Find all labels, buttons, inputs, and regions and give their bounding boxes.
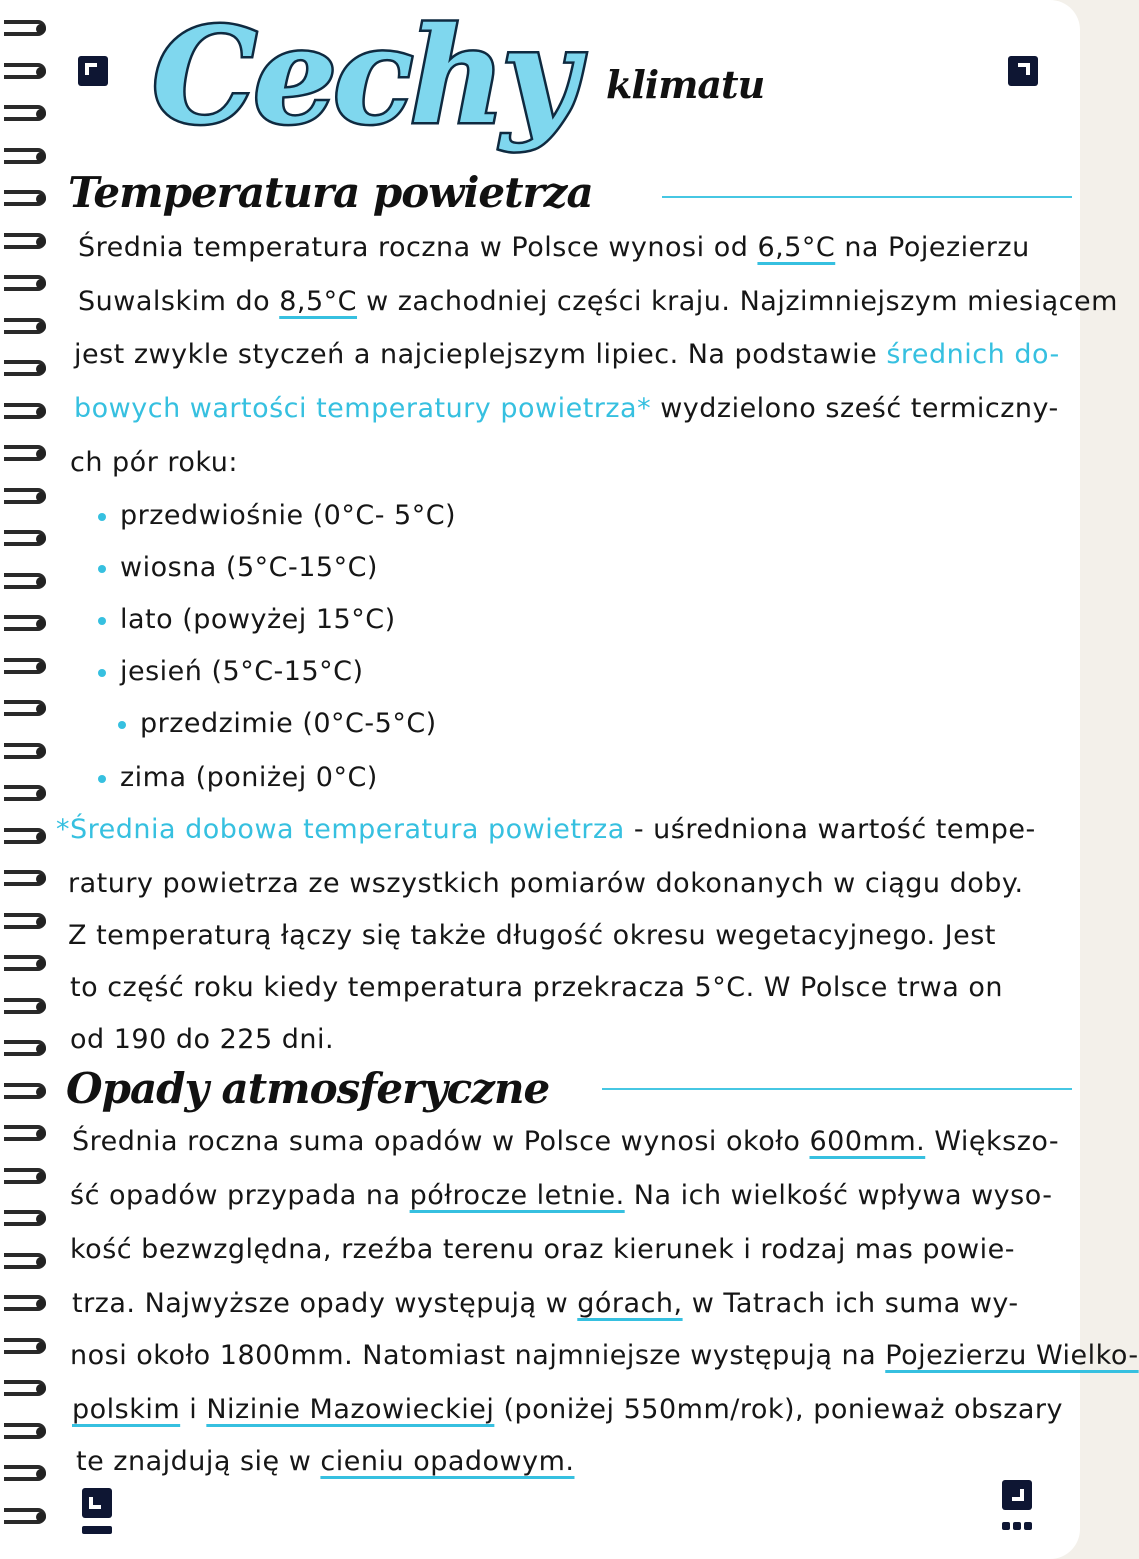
binding-hole-icon — [36, 237, 46, 247]
binding-hole-icon — [36, 577, 46, 587]
list-item: przedwiośnie (0°C- 5°C) — [98, 500, 456, 531]
binding-hole-icon — [36, 1002, 46, 1012]
list-item: zima (poniżej 0°C) — [98, 762, 378, 793]
binding-hole-icon — [36, 747, 46, 757]
page-title: Cechy — [152, 0, 575, 154]
binding-hole-icon — [36, 1469, 46, 1479]
binding-hole-icon — [36, 449, 46, 459]
paragraph-line: Z temperaturą łączy się także długość okresu wegetacyjnego. Jest — [68, 920, 996, 951]
spiral-binding-icon — [0, 10, 52, 1550]
paragraph-line: ratury powietrza ze wszystkich pomiarów dokonanych w ciągu doby. — [68, 868, 1024, 899]
binding-hole-icon — [36, 279, 46, 289]
dash-mark — [1013, 1522, 1021, 1530]
heading-rule — [602, 1088, 1072, 1090]
binding-hole-icon — [36, 194, 46, 204]
section-heading-temperature: Temperatura powietrza — [68, 168, 593, 217]
binding-hole-icon — [36, 109, 46, 119]
binding-hole-icon — [36, 1512, 46, 1522]
paragraph-line: ch pór roku: — [70, 447, 238, 478]
binding-hole-icon — [36, 1342, 46, 1352]
binding-hole-icon — [36, 1299, 46, 1309]
paragraph-line: kość bezwzględna, rzeźba terenu oraz kierunek i rodzaj mas powie- — [70, 1234, 1015, 1265]
paragraph-line: nosi około 1800mm. Natomiast najmniejsze występują na Pojezierzu Wielko- — [70, 1340, 1139, 1371]
binding-hole-icon — [36, 704, 46, 714]
binding-hole-icon — [36, 67, 46, 77]
paragraph-line: polskim i Nizinie Mazowieckiej (poniżej 550mm/rok), ponieważ obszary — [72, 1394, 1063, 1425]
binding-hole-icon — [36, 322, 46, 332]
binding-hole-icon — [36, 619, 46, 629]
paragraph-line: bowych wartości temperatury powietrza* wydzielono sześć termiczny- — [74, 393, 1059, 424]
corner-bracket-bottom-right-icon — [1002, 1480, 1032, 1510]
paragraph-line: to część roku kiedy temperatura przekracza 5°C. W Polsce trwa on — [70, 972, 1004, 1003]
binding-hole-icon — [36, 1044, 46, 1054]
binding-hole-icon — [36, 917, 46, 927]
binding-hole-icon — [36, 152, 46, 162]
page-subtitle: klimatu — [606, 62, 765, 107]
binding-hole-icon — [36, 789, 46, 799]
corner-bracket-top-right-icon — [1008, 56, 1038, 86]
binding-hole-icon — [36, 1129, 46, 1139]
binding-hole-icon — [36, 1214, 46, 1224]
paragraph-line: Średnia temperatura roczna w Polsce wynosi od 6,5°C na Pojezierzu — [78, 232, 1030, 263]
binding-hole-icon — [36, 407, 46, 417]
corner-bracket-bottom-left-icon — [82, 1488, 112, 1518]
binding-hole-icon — [36, 1427, 46, 1437]
list-item: lato (powyżej 15°C) — [98, 604, 396, 635]
binding-hole-icon — [36, 24, 46, 34]
list-item: jesień (5°C-15°C) — [98, 656, 364, 687]
list-item: przedzimie (0°C-5°C) — [118, 708, 437, 739]
binding-hole-icon — [36, 832, 46, 842]
binding-hole-icon — [36, 534, 46, 544]
binding-hole-icon — [36, 662, 46, 672]
corner-bracket-top-left-icon — [78, 56, 108, 86]
binding-hole-icon — [36, 1087, 46, 1097]
dash-mark — [1002, 1522, 1010, 1530]
paragraph-line: trza. Najwyższe opady występują w górach, w Tatrach ich suma wy- — [72, 1288, 1019, 1319]
binding-hole-icon — [36, 1172, 46, 1182]
definition-note: *Średnia dobowa temperatura powietrza - uśredniona wartość tempe- — [56, 814, 1036, 845]
list-item: wiosna (5°C-15°C) — [98, 552, 378, 583]
paragraph-line: Średnia roczna suma opadów w Polsce wynosi około 600mm. Większo- — [72, 1126, 1060, 1157]
binding-hole-icon — [36, 959, 46, 969]
binding-hole-icon — [36, 364, 46, 374]
binding-hole-icon — [36, 492, 46, 502]
paragraph-line: ść opadów przypada na półrocze letnie. Na ich wielkość wpływa wyso- — [70, 1180, 1053, 1211]
binding-hole-icon — [36, 1384, 46, 1394]
binding-hole-icon — [36, 874, 46, 884]
paragraph-line: od 190 do 225 dni. — [70, 1024, 335, 1055]
binding-hole-icon — [36, 1257, 46, 1267]
paragraph-line: jest zwykle styczeń a najcieplejszym lipiec. Na podstawie średnich do- — [74, 339, 1060, 370]
paragraph-line: Suwalskim do 8,5°C w zachodniej części kraju. Najzimniejszym miesiącem — [78, 286, 1118, 317]
heading-rule — [662, 196, 1072, 198]
dash-mark — [1024, 1522, 1032, 1530]
underline-mark — [82, 1526, 112, 1534]
section-heading-precipitation: Opady atmosferyczne — [66, 1064, 550, 1113]
paragraph-line: te znajdują się w cieniu opadowym. — [76, 1446, 575, 1477]
